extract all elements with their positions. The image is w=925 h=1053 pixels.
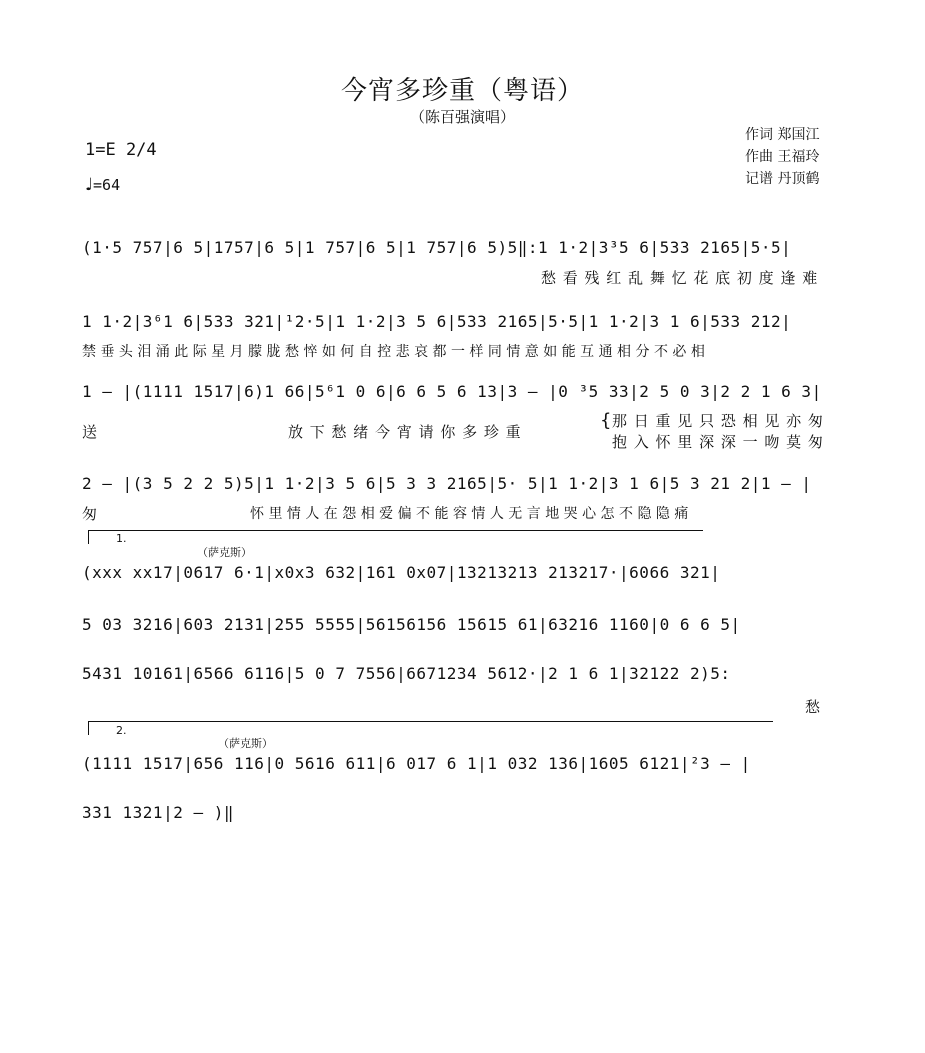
ending-2-line (88, 721, 773, 722)
lyric-line-2: 禁 垂 头 泪 涌 此 际 星 月 朦 胧 愁 悴 如 何 自 控 悲 哀 都 一 样 同 情 意 如 能 互 通 相 分 不 必 相 (82, 344, 705, 360)
tempo-value: =64 (93, 176, 121, 194)
score-line-3: 1 – |(1111 1517|6)1 66|5⁶1 0 6|6 6 5 6 13|3 – |0 ³5 33|2 5 0 3|2 2 1 6 3| (82, 382, 822, 401)
score-line-8: (1111 1517|656 116|0 5616 611|6 017 6 1|1 032 136|1605 6121|²3 – | (82, 754, 751, 773)
score-line-1: (1·5 757|6 5|1757|6 5|1 757|6 5|1 757|6 5)5‖:1 1·2|3³5 6|533 2165|5·5| (82, 238, 792, 257)
score-line-4: 2 – |(3 5 2 2 5)5|1 1·2|3 5 6|5 3 3 2165|5· 5|1 1·2|3 1 6|5 3 21 2|1 – | (82, 474, 812, 493)
lyric-line-4b: 怀 里 情 人 在 怨 相 爱 偏 不 能 容 情 人 无 言 地 哭 心 怎 不 隐 隐 痛 (250, 506, 689, 522)
credit-lyricist: 作词 郑国江 (745, 127, 820, 143)
lyric-verse-1: 那 日 重 见 只 恐 相 见 亦 匆 (612, 412, 824, 430)
score-line-7: 5431 10161|6566 6116|5 0 7 7556|6671234 5612·|2 1 6 1|32122 2)5: (82, 664, 731, 683)
ending-1-bracket (88, 530, 89, 544)
lyric-line-1: 愁 看 残 红 乱 舞 忆 花 底 初 度 逢 难 (541, 269, 819, 287)
ending-1-line (88, 530, 703, 531)
lyric-line-4a: 匆 (82, 505, 99, 523)
lyric-line-3a: 送 (82, 423, 99, 441)
key-signature: 1=E 2/4 (85, 140, 157, 160)
credit-transcriber: 记谱 丹顶鹤 (745, 171, 820, 187)
brace-icon: { (600, 410, 613, 431)
score-line-5: (xxx xx17|0617 6·1|x0x3 632|161 0x07|13213213 213217·|6066 321| (82, 563, 721, 582)
score-line-9: 331 1321|2 – )‖ (82, 803, 234, 822)
page-title: 今宵多珍重（粤语） (340, 76, 584, 106)
sax-annotation-2: （萨克斯） (218, 737, 273, 750)
lyric-line-7: 愁 (805, 698, 822, 716)
lyric-line-3b: 放 下 愁 绪 今 宵 请 你 多 珍 重 (288, 423, 522, 441)
ending-1-label: 1. (116, 532, 127, 545)
tempo-marking (85, 175, 120, 195)
lyric-verse-2: 抱 入 怀 里 深 深 一 吻 莫 匆 (612, 433, 824, 451)
score-line-2: 1 1·2|3⁶1 6|533 321|¹2·5|1 1·2|3 5 6|533 2165|5·5|1 1·2|3 1 6|533 212| (82, 312, 792, 331)
credit-composer: 作曲 王福玲 (745, 149, 820, 165)
quarter-note-icon: ♩ (85, 175, 94, 195)
ending-2-label: 2. (116, 724, 127, 737)
score-line-6: 5 03 3216|603 2131|255 5555|56156156 15615 61|63216 1160|0 6 6 5| (82, 615, 741, 634)
sax-annotation-1: （萨克斯） (197, 546, 252, 559)
page-subtitle: （陈百强演唱） (409, 108, 515, 126)
ending-2-bracket (88, 721, 89, 735)
